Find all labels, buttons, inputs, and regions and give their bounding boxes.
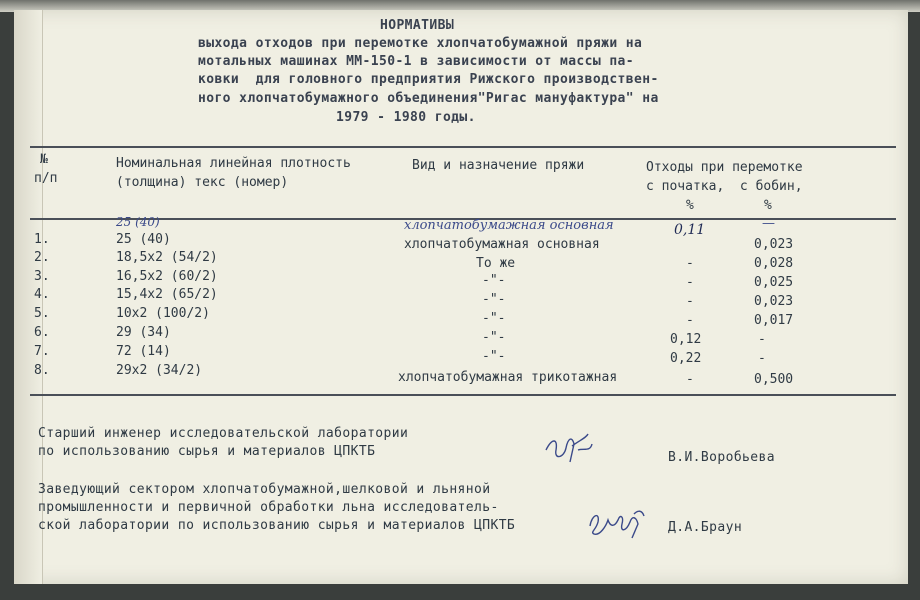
- document-page: [14, 10, 908, 584]
- row-kind: -"-: [482, 311, 506, 326]
- handwritten-waste-b: —: [762, 216, 775, 231]
- doc-heading: НОРМАТИВЫ: [380, 18, 455, 33]
- row-waste-b: 0,023: [754, 237, 794, 252]
- row-waste-a: 0,12: [670, 332, 702, 347]
- row-num: 4.: [34, 287, 50, 302]
- header-num-1: №: [40, 152, 48, 167]
- signature-vorobyeva: [542, 430, 598, 466]
- header-num-2: п/п: [34, 171, 58, 186]
- row-waste-b: -: [758, 351, 766, 366]
- row-num: 5.: [34, 306, 50, 321]
- title-line-5: 1979 - 1980 годы.: [336, 110, 476, 125]
- row-density: 29х2 (34/2): [116, 363, 203, 378]
- signer1-position-line-1: Старший инженер исследовательской лаборатории: [38, 426, 409, 441]
- row-kind: -"-: [482, 273, 506, 288]
- row-kind: -"-: [482, 349, 506, 364]
- row-waste-a: 0,22: [670, 351, 702, 366]
- row-waste-a: -: [686, 256, 694, 271]
- row-waste-b: 0,025: [754, 275, 794, 290]
- signer2-name: Д.А.Браун: [668, 520, 743, 535]
- row-waste-b: 0,500: [754, 372, 794, 387]
- row-num: 6.: [34, 325, 50, 340]
- signer2-position-line-1: Заведующий сектором хлопчатобумажной,шелковой и льняной: [38, 482, 491, 497]
- row-density: 18,5х2 (54/2): [116, 250, 218, 265]
- row-kind: -"-: [482, 292, 506, 307]
- header-waste-1: Отходы при перемотке: [646, 160, 803, 175]
- row-kind: То же: [476, 256, 516, 271]
- signature-braun: [586, 504, 648, 540]
- row-kind: хлопчатобумажная основная: [404, 237, 600, 252]
- handwritten-waste-a: 0,11: [674, 222, 706, 238]
- title-line-3: ковки для головного предприятия Рижского производствен-: [198, 72, 659, 87]
- header-unit-b: %: [764, 198, 772, 213]
- table-bottom-rule: [30, 394, 896, 396]
- row-waste-b: 0,017: [754, 313, 794, 328]
- row-waste-b: -: [758, 332, 766, 347]
- signer2-position-line-2: промышленности и первичной обработки льна исследователь-: [38, 500, 499, 515]
- signer1-name: В.И.Воробьева: [668, 450, 775, 465]
- row-waste-b: 0,023: [754, 294, 794, 309]
- title-line-4: ного хлопчатобумажного объединения"Ригас мануфактура" на: [198, 91, 659, 106]
- row-num: 1.: [34, 232, 50, 247]
- header-density-2: (толщина) текс (номер): [116, 175, 289, 190]
- row-density: 15,4х2 (65/2): [116, 287, 218, 302]
- title-line-1: выхода отходов при перемотке хлопчатобумажной пряжи на: [198, 36, 643, 51]
- row-density: 16,5х2 (60/2): [116, 269, 218, 284]
- header-density-1: Номинальная линейная плотность: [116, 156, 351, 171]
- title-line-2: мотальных машинах ММ-150-1 в зависимости от массы па-: [198, 54, 635, 69]
- row-waste-a: -: [686, 294, 694, 309]
- row-density: 10х2 (100/2): [116, 306, 210, 321]
- row-num: 8.: [34, 363, 50, 378]
- handwritten-density: 25 (40): [116, 215, 160, 229]
- row-waste-b: 0,028: [754, 256, 794, 271]
- row-waste-a: -: [686, 275, 694, 290]
- row-kind: хлопчатобумажная трикотажная: [398, 370, 618, 385]
- header-kind: Вид и назначение пряжи: [412, 158, 585, 173]
- table-top-rule: [30, 146, 896, 148]
- row-density: 29 (34): [116, 325, 171, 340]
- row-kind: -"-: [482, 330, 506, 345]
- row-density: 72 (14): [116, 344, 171, 359]
- header-waste-2: с початка, с бобин,: [646, 179, 803, 194]
- handwritten-kind: хлопчатобумажная основная: [404, 218, 614, 233]
- signer2-position-line-3: ской лаборатории по использованию сырья и материалов ЦПКТБ: [38, 518, 516, 533]
- row-num: 3.: [34, 269, 50, 284]
- row-num: 2.: [34, 250, 50, 265]
- row-density: 25 (40): [116, 232, 171, 247]
- row-waste-a: -: [686, 372, 694, 387]
- header-unit-a: %: [686, 198, 694, 213]
- signer1-position-line-2: по использованию сырья и материалов ЦПКТБ: [38, 444, 376, 459]
- row-waste-a: -: [686, 313, 694, 328]
- row-num: 7.: [34, 344, 50, 359]
